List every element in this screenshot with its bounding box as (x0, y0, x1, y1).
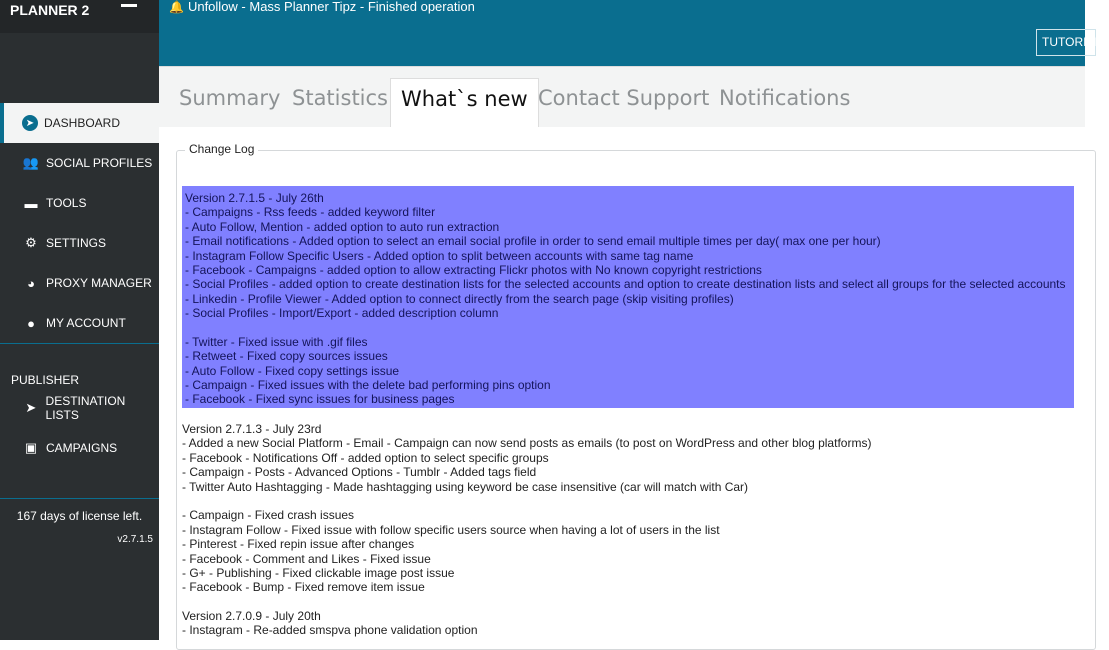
changelog-line: Version 2.7.0.9 - July 20th (182, 609, 321, 624)
sidebar (0, 0, 159, 640)
sidebar-item-social-profiles[interactable] (0, 143, 159, 183)
tab-whats-new[interactable]: What`s new (390, 78, 539, 128)
changelog-line: - Auto Follow - Fixed copy settings issue (185, 363, 400, 378)
globe-icon: ◕ (27, 275, 35, 291)
sidebar-item-dashboard[interactable] (0, 103, 159, 143)
changelog-line: - Twitter Auto Hashtagging - Made hashtagging using keyword be case insensitive (car will match with Car) (182, 479, 749, 494)
changelog-line: - Facebook - Notifications Off - added option to select specific groups (182, 450, 549, 465)
sidebar-item-label: SOCIAL PROFILES (46, 156, 153, 170)
notification-message (169, 0, 475, 14)
changelog-line (182, 494, 871, 508)
sidebar-item-campaigns[interactable] (0, 428, 159, 468)
changelog-line: - G+ - Publishing - Fixed clickable image post issue (182, 565, 455, 580)
sidebar-item-label: PROXY MANAGER (46, 276, 152, 290)
changelog-line: - Social Profiles - added option to create destination lists for the selected accounts and option to create destination lists and select all groups for the selected accounts (185, 277, 1066, 292)
sidebar-item-label: MY ACCOUNT (46, 316, 126, 330)
whats-new-panel (159, 127, 1085, 640)
changelog-line: - Instagram Follow - Fixed issue with follow specific users source when having a lot of users in the list (182, 522, 720, 537)
toolbox-icon: ▬ (24, 195, 38, 211)
bell-icon: 🔔 (169, 0, 184, 14)
users-icon: 👥 (22, 155, 40, 170)
app-version: v2.7.1.5 (117, 534, 153, 545)
gear-icon: ⚙ (25, 235, 37, 250)
calendar-icon: ▣ (24, 440, 38, 455)
change-log-label: Change Log (185, 142, 258, 156)
account-icon: ● (27, 315, 35, 331)
menu-toggle-button[interactable] (121, 4, 137, 7)
changelog-line: - Linkedin - Profile Viewer - Added option to connect directly from the search page (skip visiting profiles) (185, 291, 734, 306)
sidebar-item-destination-lists[interactable] (0, 388, 159, 428)
sidebar-divider (0, 498, 159, 499)
changelog-line: - Instagram Follow Specific Users - Added option to split between accounts with same tag name (185, 248, 694, 263)
app-title (0, 0, 159, 33)
changelog-line: - Added a new Social Platform - Email - Campaign can now send posts as emails (to post on WordPress and other blog platforms) (182, 436, 872, 451)
changelog-line: Version 2.7.1.5 - July 26th (185, 191, 324, 205)
changelog-line: - Campaign - Fixed issues with the delete bad performing pins option (185, 378, 551, 393)
tab-bar (159, 66, 1085, 127)
tab-notifications[interactable]: Notifications (719, 86, 851, 110)
sidebar-item-label: DASHBOARD (44, 116, 121, 130)
sidebar-item-proxy-manager[interactable] (0, 263, 159, 303)
tutorials-button[interactable]: TUTORIALS (1036, 29, 1096, 56)
compass-icon: ➤ (22, 115, 38, 131)
changelog-line: - Email notifications - Added option to select an email social profile in order to send email multiple times per day( max one per hour) (185, 234, 881, 249)
top-bar (159, 0, 1109, 66)
changelog-line: - Facebook - Bump - Fixed remove item issue (182, 580, 425, 595)
changelog-line: - Facebook - Fixed sync issues for business pages (185, 392, 455, 407)
changelog-line: - Campaign - Fixed crash issues (182, 508, 355, 523)
sidebar-item-label: TOOLS (46, 196, 87, 210)
changelog-line (182, 595, 871, 609)
changelog-line (185, 321, 1071, 335)
older-release-notes (182, 422, 871, 638)
publisher-heading: PUBLISHER (11, 373, 80, 387)
sidebar-divider (0, 343, 159, 344)
sidebar-item-label: CAMPAIGNS (46, 441, 118, 455)
changelog-line: - Pinterest - Fixed repin issue after changes (182, 537, 415, 552)
changelog-line: - Social Profiles - Import/Export - added description column (185, 306, 499, 321)
changelog-line: - Facebook - Campaigns - added option to allow extracting Flickr photos with No known copyright restrictions (185, 262, 762, 277)
sidebar-item-label: SETTINGS (46, 236, 107, 250)
notification-text: Unfollow - Mass Planner Tipz - Finished operation (187, 0, 475, 14)
app-title-text: PLANNER 2 (10, 2, 90, 18)
tab-contact-support[interactable]: Contact Support (538, 86, 710, 110)
tab-summary[interactable]: Summary (179, 86, 281, 110)
send-icon: ➤ (25, 400, 37, 415)
changelog-line: Version 2.7.1.3 - July 23rd (182, 422, 322, 436)
sidebar-item-settings[interactable] (0, 223, 159, 263)
sidebar-item-tools[interactable] (0, 183, 159, 223)
changelog-line: - Facebook - Comment and Likes - Fixed issue (182, 551, 431, 566)
latest-release-notes[interactable] (182, 186, 1074, 408)
sidebar-item-label: DESTINATION LISTS (45, 394, 126, 422)
changelog-line: - Instagram - Re-added smspva phone validation option (182, 623, 478, 638)
changelog-line: - Campaigns - Rss feeds - added keyword filter (185, 205, 436, 220)
license-status: 167 days of license left. (16, 509, 143, 523)
changelog-line: - Campaign - Posts - Advanced Options - Tumblr - Added tags field (182, 465, 537, 480)
changelog-line: - Retweet - Fixed copy sources issues (185, 349, 388, 364)
tab-statistics[interactable]: Statistics (292, 86, 388, 110)
changelog-line: - Auto Follow, Mention - added option to auto run extraction (185, 219, 500, 234)
changelog-line: - Twitter - Fixed issue with .gif files (185, 334, 368, 349)
sidebar-item-my-account[interactable] (0, 303, 159, 343)
